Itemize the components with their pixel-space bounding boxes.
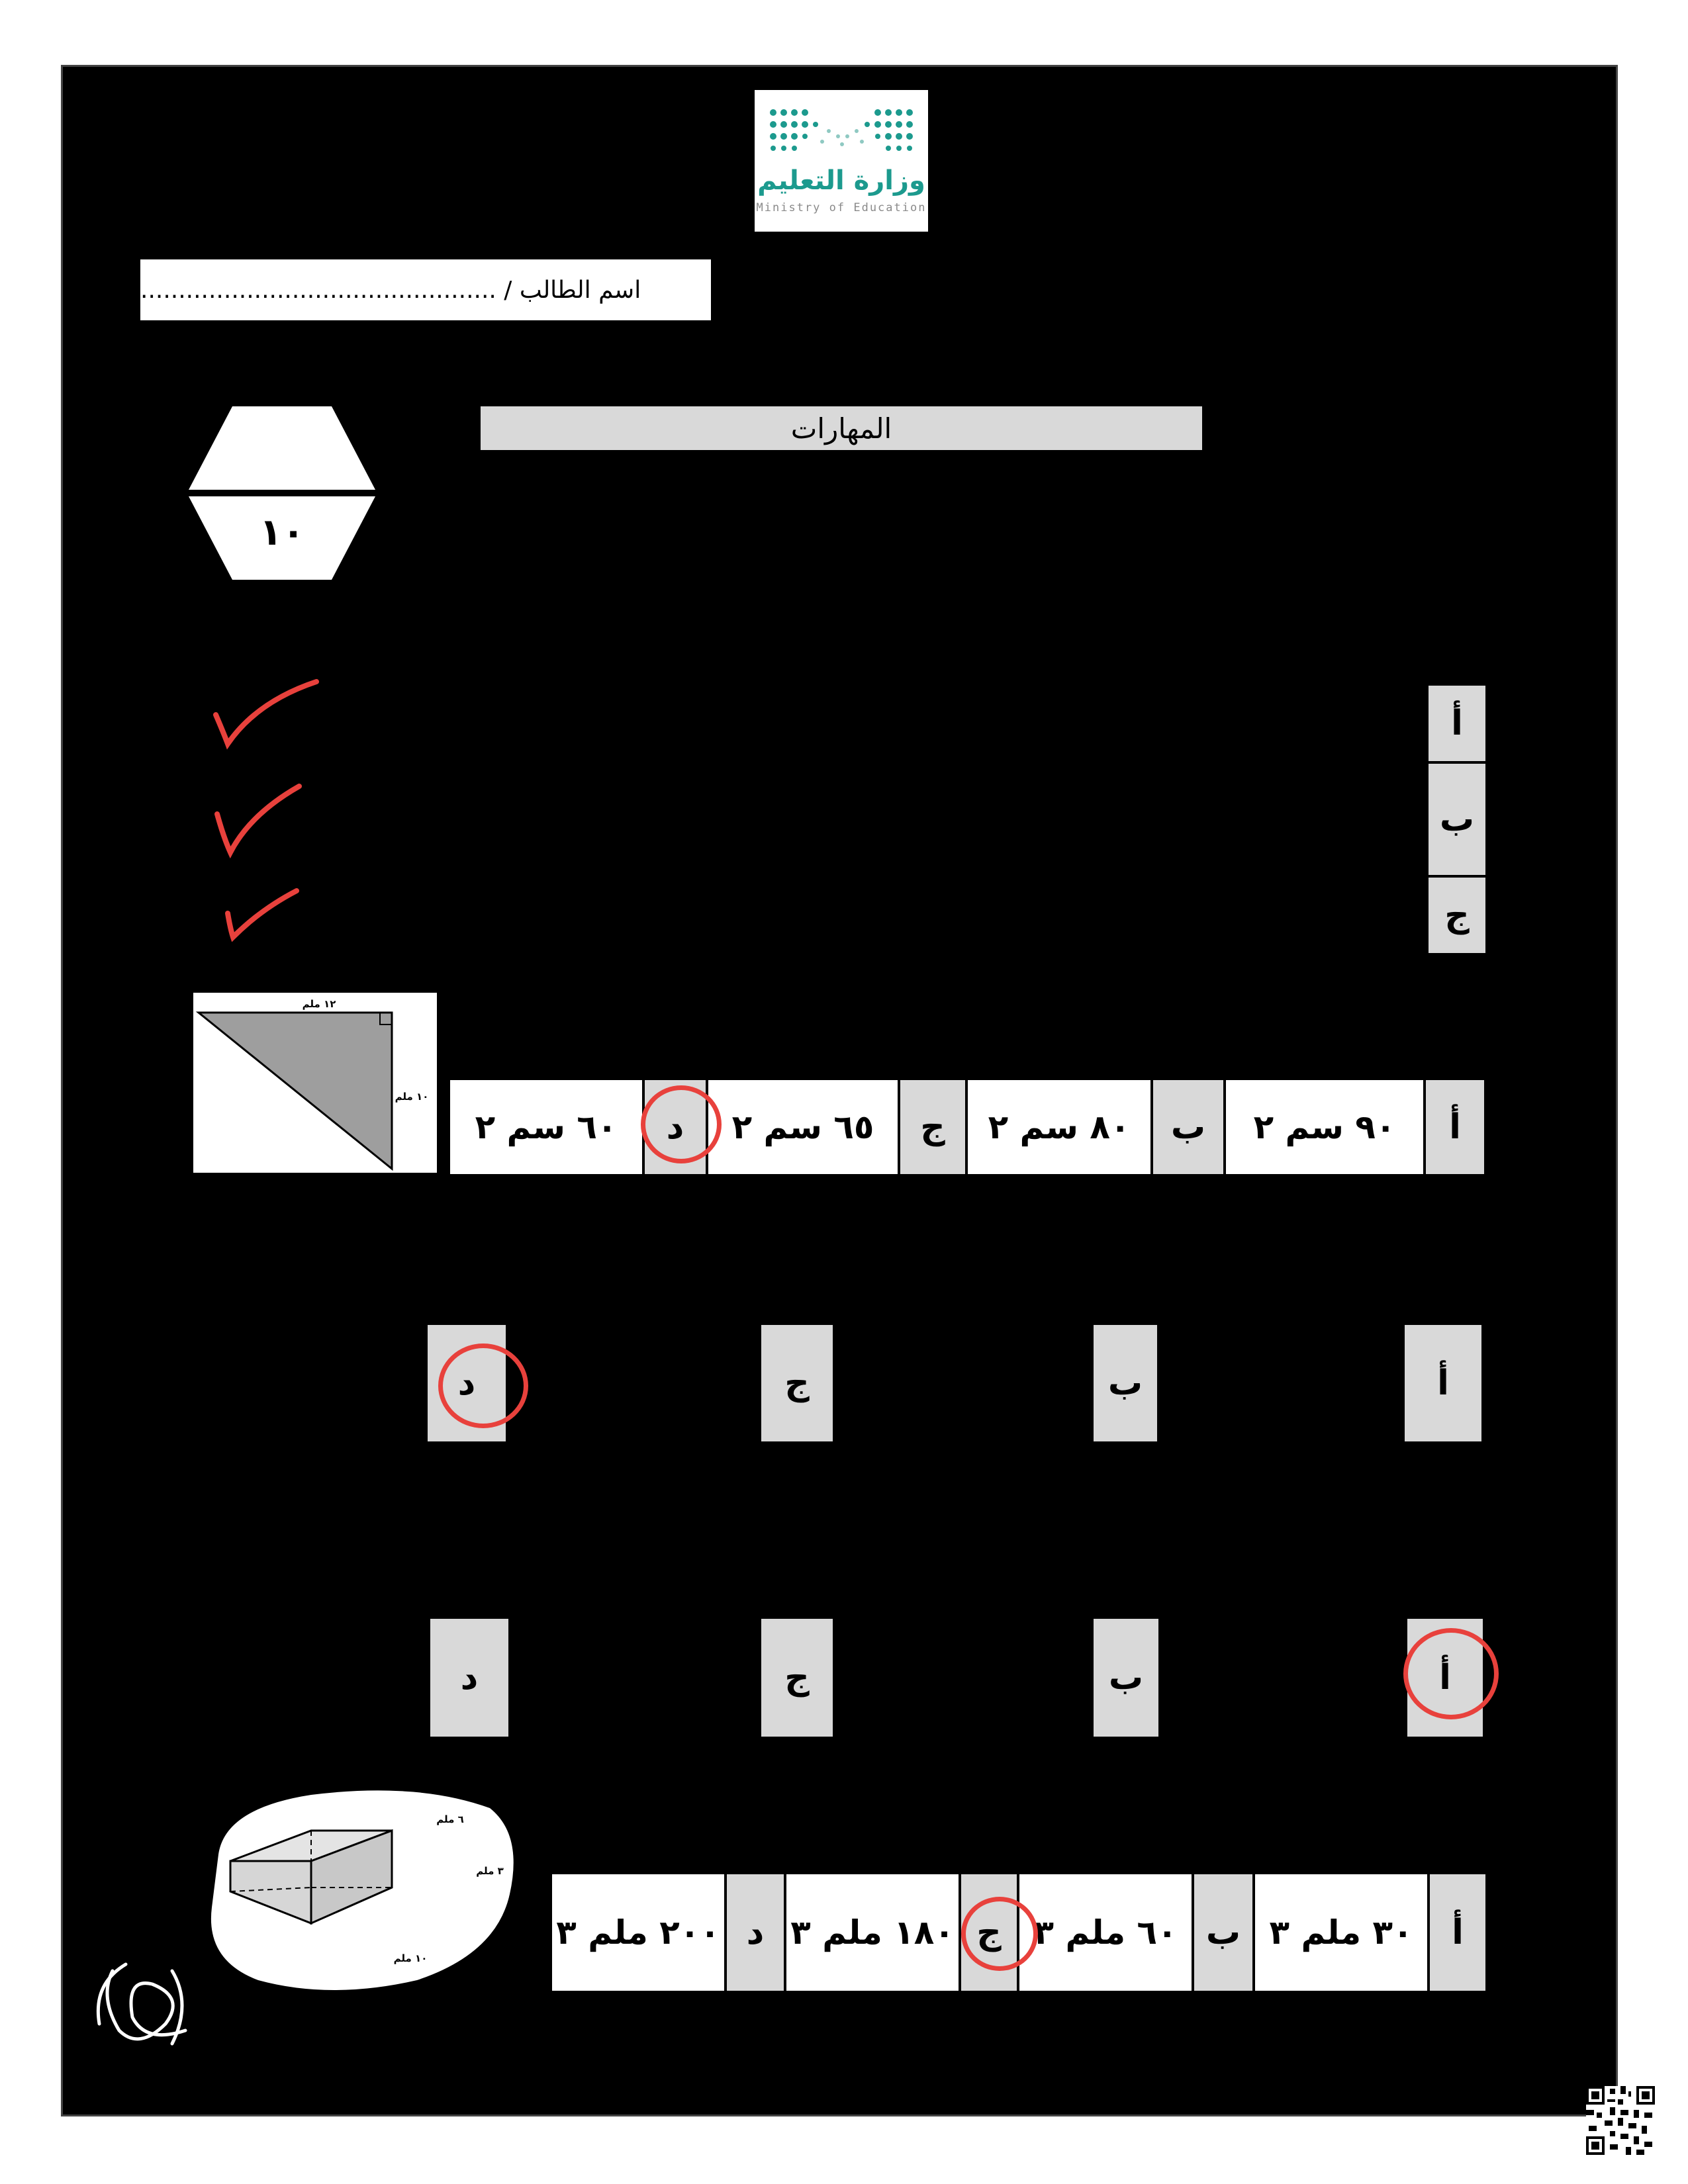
answer-circle-mark	[1403, 1628, 1499, 1719]
triangle-top-label: ١٢ ملم	[302, 998, 336, 1010]
q3-option-c[interactable]: ج	[761, 1325, 833, 1441]
q5-option-a-value: ٣٠ ملم ٣	[1255, 1874, 1427, 1991]
q5-option-c-letter[interactable]: ج	[961, 1874, 1017, 1991]
logo-dots-icon	[769, 107, 914, 160]
student-name-field[interactable]: اسم الطالب / ...............................................	[140, 259, 711, 320]
q2-option-b-letter[interactable]: ب	[1153, 1080, 1223, 1174]
q5-option-b-letter[interactable]: ب	[1194, 1874, 1252, 1991]
q2-option-d-letter[interactable]: د	[645, 1080, 706, 1174]
q2-option-a-letter[interactable]: أ	[1426, 1080, 1484, 1174]
prism-length-label: ١٠ ملم	[393, 1952, 428, 1964]
answer-circle-mark	[641, 1085, 722, 1163]
q2-option-b-value: ٨٠ سم ٢	[968, 1080, 1150, 1174]
q4-option-d[interactable]: د	[430, 1619, 508, 1737]
q5-option-b-value: ٦٠ ملم ٣	[1019, 1874, 1192, 1991]
check-icon	[211, 781, 310, 860]
q5-option-d-letter[interactable]: د	[727, 1874, 784, 1991]
q4-option-b[interactable]: ب	[1094, 1619, 1158, 1737]
q5-option-d-value: ٢٠٠ ملم ٣	[552, 1874, 724, 1991]
signature-mark	[73, 1944, 212, 2057]
q1-option-c[interactable]: ج	[1429, 878, 1485, 953]
q3-option-d[interactable]: د	[428, 1325, 506, 1441]
check-icon	[211, 675, 323, 754]
qr-code-icon	[1586, 2086, 1655, 2155]
q5-option-a-letter[interactable]: أ	[1430, 1874, 1485, 1991]
prism-figure	[199, 1782, 518, 2007]
triangle-figure	[193, 993, 437, 1173]
check-icon	[221, 883, 307, 942]
prism-depth-label: ٦ ملم	[436, 1813, 464, 1825]
q3-option-b[interactable]: ب	[1094, 1325, 1157, 1441]
logo-arabic-text: وزارة التعليم	[757, 165, 925, 196]
q2-option-c-value: ٦٥ سم ٢	[708, 1080, 898, 1174]
q2-option-a-value: ٩٠ سم ٢	[1226, 1080, 1423, 1174]
prism-height-label: ٣ ملم	[476, 1865, 504, 1877]
logo-english-text: Ministry of Education	[756, 201, 927, 214]
q2-option-c-letter[interactable]: ج	[900, 1080, 965, 1174]
answer-circle-mark	[961, 1897, 1038, 1971]
q3-option-a[interactable]: أ	[1405, 1325, 1481, 1441]
q4-option-c[interactable]: ج	[761, 1619, 833, 1737]
ministry-logo	[755, 90, 928, 232]
answer-circle-mark	[438, 1343, 528, 1428]
q1-option-b[interactable]: ب	[1429, 764, 1485, 875]
section-title: المهارات	[481, 406, 1202, 450]
q2-option-d-value: ٦٠ سم ٢	[450, 1080, 642, 1174]
q4-option-a[interactable]: أ	[1407, 1619, 1483, 1737]
triangle-side-label: ١٠ ملم	[395, 1091, 429, 1103]
q5-option-c-value: ١٨٠ ملم ٣	[786, 1874, 959, 1991]
score-value: ١٠	[259, 511, 305, 554]
q1-option-a[interactable]: أ	[1429, 686, 1485, 761]
